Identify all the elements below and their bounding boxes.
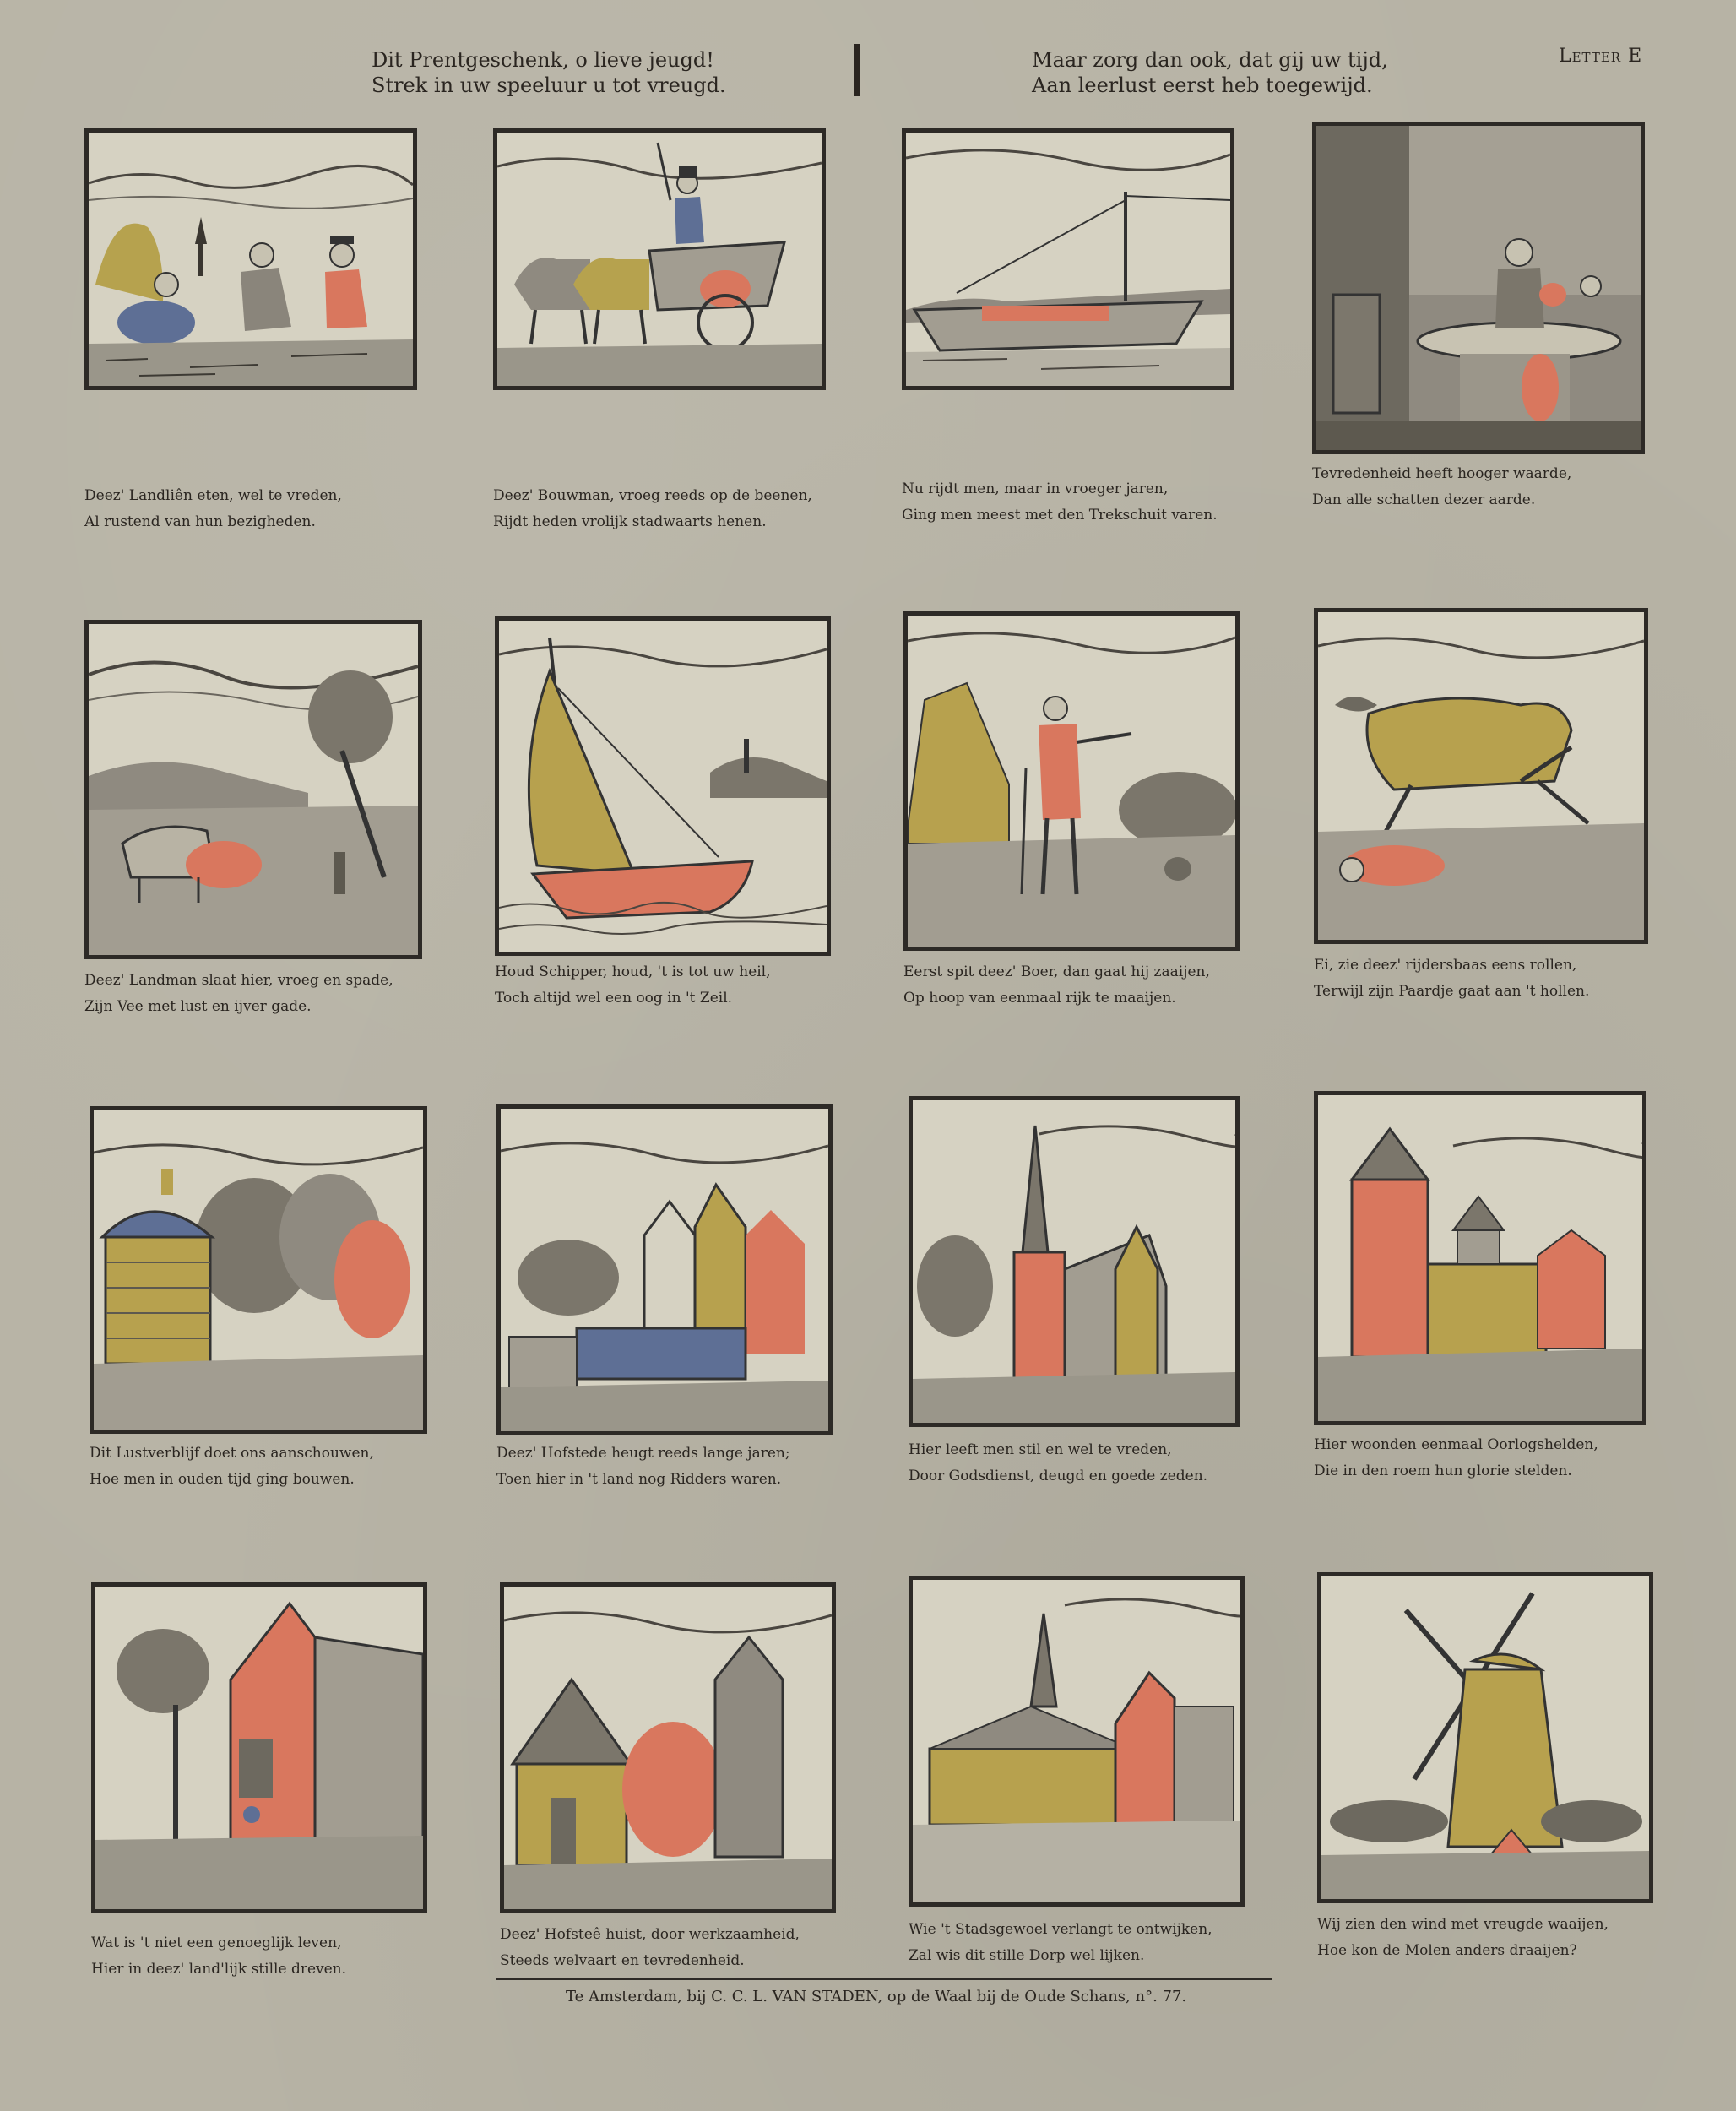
- caption-line-2: Toen hier in 't land nog Ridders waren.: [496, 1471, 782, 1488]
- woodcut-frame: [902, 128, 1234, 390]
- woodcut-frame: [496, 1104, 833, 1435]
- caption-line-1: Deez' Bouwman, vroeg reeds op de beenen,: [493, 487, 812, 504]
- panel-caption: [84, 968, 393, 1020]
- header-verse-right: [1032, 47, 1388, 98]
- publisher-imprint: Te Amsterdam, bij C. C. L. VAN STADEN, op de Waal bij de Oude Schans, n°. 77.: [566, 1988, 1187, 2005]
- woodcut-frame: [1314, 608, 1648, 944]
- woodcut-frame: [903, 611, 1240, 951]
- panel-caption: [91, 1930, 346, 1983]
- header-divider: [854, 44, 860, 96]
- woodcut-frame: [500, 1582, 836, 1913]
- caption-line-2: Zal wis dit stille Dorp wel lijken.: [909, 1947, 1145, 1964]
- woodcut-manor-house: [501, 1109, 828, 1431]
- caption-line-1: Houd Schipper, houd, 't is tot uw heil,: [495, 963, 771, 980]
- caption-line-1: Ei, zie deez' rijdersbaas eens rollen,: [1314, 957, 1577, 974]
- caption-line-2: Die in den roem hun glorie stelden.: [1314, 1463, 1572, 1479]
- woodcut-frame: [909, 1096, 1240, 1427]
- woodcut-frame: [1314, 1091, 1646, 1425]
- woodcut-church: [913, 1100, 1235, 1423]
- woodcut-frame: [493, 128, 826, 390]
- caption-line-2: Steeds welvaart en tevredenheid.: [500, 1952, 745, 1969]
- woodcut-quiet-village: [913, 1580, 1240, 1902]
- caption-line-1: Dit Lustverblijf doet ons aanschouwen,: [90, 1445, 374, 1462]
- woodcut-frame: [90, 1106, 427, 1434]
- header-verse-left-line-1: Dit Prentgeschenk, o lieve jeugd!: [372, 48, 714, 72]
- caption-line-1: Eerst spit deez' Boer, dan gaat hij zaaijen,: [903, 963, 1210, 980]
- woodcut-farmer-cattle: [89, 624, 418, 955]
- woodcut-frame: [909, 1576, 1245, 1907]
- woodcut-windmill: [1321, 1576, 1649, 1899]
- panel-caption: [1312, 461, 1571, 513]
- woodcut-frame: [84, 620, 422, 959]
- caption-line-1: Deez' Landman slaat hier, vroeg en spade,: [84, 972, 393, 989]
- woodcut-frame: [91, 1582, 427, 1913]
- panel-caption: [909, 1437, 1207, 1490]
- woodcut-sailboat: [499, 621, 827, 952]
- caption-line-1: Wij zien den wind met vreugde waaijen,: [1317, 1916, 1609, 1933]
- panel-caption: [84, 483, 342, 535]
- panel-caption: [495, 959, 771, 1012]
- caption-line-2: Hoe kon de Molen anders draaijen?: [1317, 1942, 1577, 1959]
- caption-line-1: Nu rijdt men, maar in vroeger jaren,: [902, 480, 1169, 497]
- caption-line-1: Hier leeft men stil en wel te vreden,: [909, 1441, 1172, 1458]
- caption-line-2: Door Godsdienst, deugd en goede zeden.: [909, 1468, 1208, 1484]
- header-verse-left-line-2: Strek in uw speeluur u tot vreugd.: [372, 73, 726, 97]
- woodcut-frame: [1317, 1572, 1653, 1903]
- caption-line-2: Zijn Vee met lust en ijver gade.: [84, 998, 312, 1015]
- woodcut-frame: [1312, 122, 1645, 454]
- caption-line-2: Al rustend van hun bezigheden.: [84, 513, 316, 530]
- caption-line-2: Op hoop van eenmaal rijk te maaijen.: [903, 990, 1176, 1007]
- caption-line-2: Hier in deez' land'lijk stille dreven.: [91, 1961, 347, 1978]
- caption-line-2: Dan alle schatten dezer aarde.: [1312, 491, 1536, 508]
- letter-label: Letter E: [1559, 46, 1643, 67]
- woodcut-country-house: [95, 1587, 423, 1909]
- caption-line-1: Wie 't Stadsgewoel verlangt te ontwijken,: [909, 1921, 1212, 1938]
- caption-line-2: Hoe men in ouden tijd ging bouwen.: [90, 1471, 355, 1488]
- woodcut-farmstead: [504, 1587, 832, 1909]
- caption-line-1: Deez' Landliên eten, wel te vreden,: [84, 487, 342, 504]
- caption-line-1: Deez' Hofsteê huist, door werkzaamheid,: [500, 1926, 800, 1943]
- woodcut-frame: [84, 128, 417, 390]
- panel-caption: [90, 1441, 374, 1493]
- woodcut-castle: [1318, 1095, 1642, 1421]
- panel-caption: [496, 1441, 790, 1493]
- imprint-rule: [496, 1978, 1272, 1980]
- panel-caption: [1317, 1912, 1609, 1964]
- panel-caption: [1314, 1432, 1598, 1484]
- caption-line-1: Hier woonden eenmaal Oorlogshelden,: [1314, 1436, 1598, 1453]
- panel-caption: [500, 1922, 800, 1974]
- caption-line-2: Terwijl zijn Paardje gaat aan 't hollen.: [1314, 983, 1590, 1000]
- header-verse-left: [372, 47, 726, 98]
- caption-line-1: Wat is 't niet een genoeglijk leven,: [91, 1935, 342, 1951]
- woodcut-contentment-table: [1316, 126, 1641, 450]
- header-verse-right-line-1: Maar zorg dan ook, dat gij uw tijd,: [1032, 48, 1388, 72]
- panel-caption: [493, 483, 812, 535]
- woodcut-falling-rider: [1318, 612, 1644, 940]
- caption-line-1: Deez' Hofstede heugt reeds lange jaren;: [496, 1445, 790, 1462]
- panel-caption: [1314, 952, 1589, 1005]
- woodcut-farmer-cart: [497, 133, 822, 386]
- caption-line-2: Toch altijd wel een oog in 't Zeil.: [495, 990, 733, 1007]
- header-verse-right-line-2: Aan leerlust eerst heb toegewijd.: [1032, 73, 1373, 97]
- woodcut-tow-barge: [906, 133, 1230, 386]
- woodcut-frame: [495, 616, 831, 956]
- panel-caption: [902, 476, 1218, 529]
- panel-caption: [909, 1917, 1212, 1969]
- panel-caption: [903, 959, 1210, 1012]
- woodcut-pavilion: [94, 1110, 423, 1430]
- woodcut-peasants-eating: [89, 133, 413, 386]
- caption-line-2: Rijdt heden vrolijk stadwaarts henen.: [493, 513, 767, 530]
- woodcut-farmer-spade: [908, 616, 1235, 947]
- caption-line-2: Ging men meest met den Trekschuit varen.: [902, 507, 1218, 524]
- caption-line-1: Tevredenheid heeft hooger waarde,: [1312, 465, 1572, 482]
